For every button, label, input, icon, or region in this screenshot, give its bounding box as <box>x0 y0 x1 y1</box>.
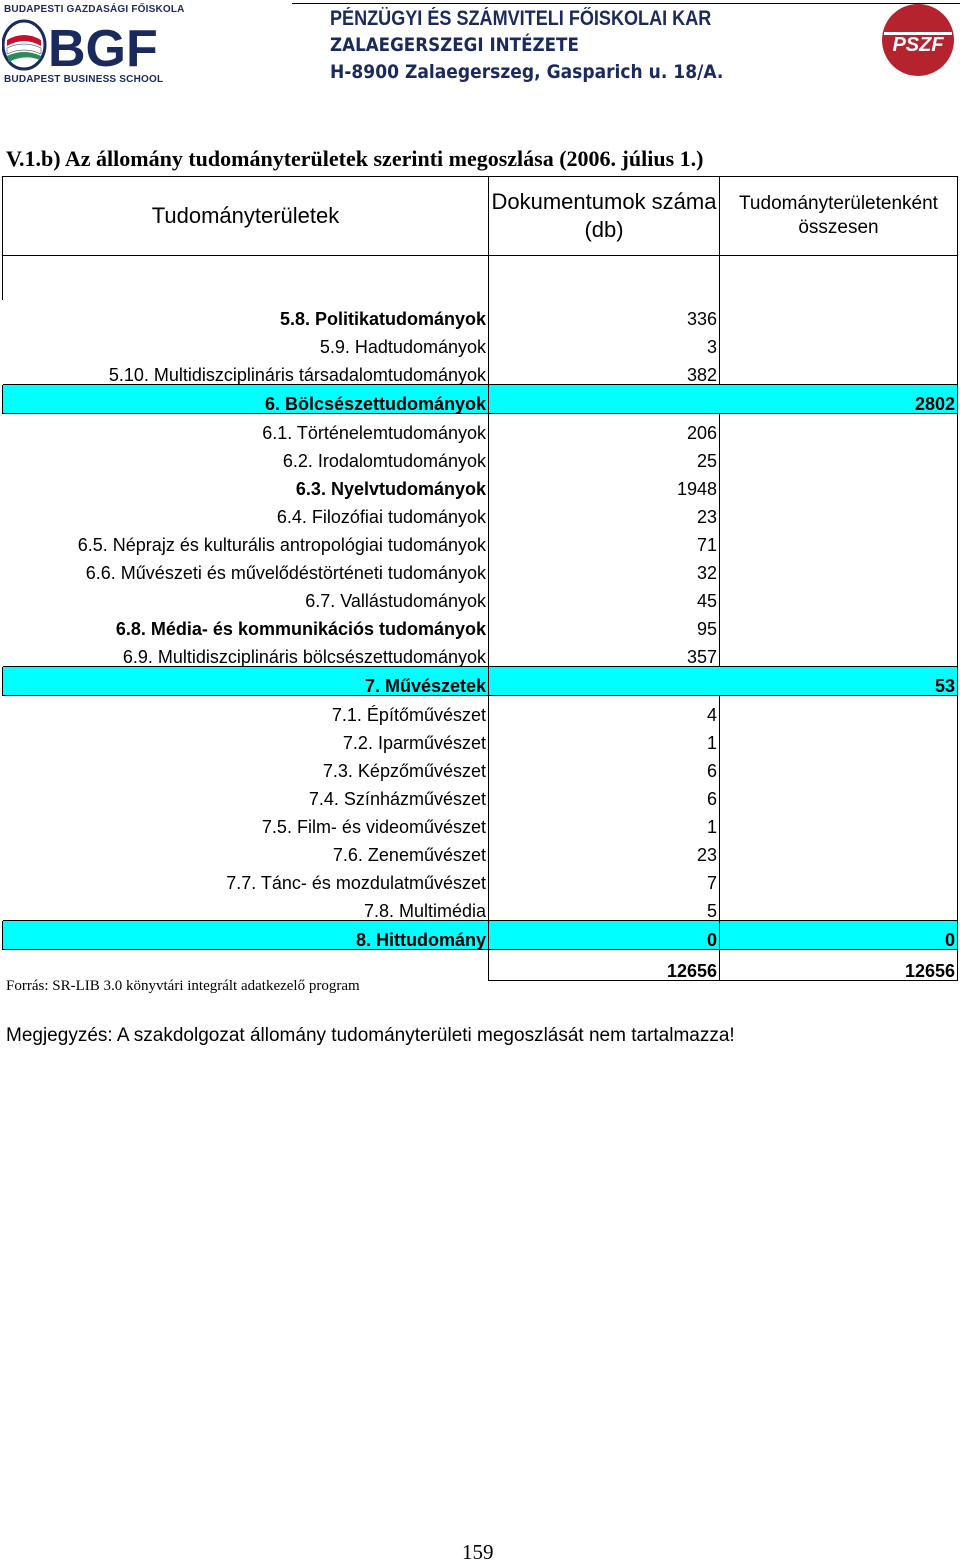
table-row <box>3 498 958 526</box>
row-total: 2802 <box>720 385 958 414</box>
row-label: 7.2. Iparművészet <box>3 724 489 752</box>
row-label: 5.8. Politikatudományok <box>3 300 489 328</box>
column-header-fields: Tudományterületek <box>3 177 489 256</box>
row-total <box>720 328 958 356</box>
table-row <box>3 696 958 725</box>
row-label: 7. Művészetek <box>3 667 489 696</box>
table-row <box>3 610 958 638</box>
table-spacer-row <box>3 256 958 301</box>
bgf-logo-letters: BGF <box>48 20 158 72</box>
row-total <box>720 724 958 752</box>
row-label: 7.6. Zeneművészet <box>3 836 489 864</box>
row-count: 6 <box>489 780 720 808</box>
row-label: 7.3. Képzőművészet <box>3 752 489 780</box>
row-total <box>720 864 958 892</box>
row-label: 6.9. Multidiszciplináris bölcsészettudományok <box>3 638 489 667</box>
table-row-category <box>3 921 958 950</box>
row-count: 4 <box>489 696 720 725</box>
row-total <box>720 696 958 725</box>
table-header-row <box>3 177 958 256</box>
table-row <box>3 724 958 752</box>
header-rule <box>292 3 960 4</box>
table-row <box>3 582 958 610</box>
bgf-logo-bottom-text: BUDAPEST BUSINESS SCHOOL <box>4 74 164 85</box>
bgf-logo-icon <box>2 18 174 72</box>
row-total <box>720 554 958 582</box>
row-count <box>489 385 720 414</box>
table-row <box>3 470 958 498</box>
row-count: 71 <box>489 526 720 554</box>
row-label: 6.3. Nyelvtudományok <box>3 470 489 498</box>
row-label: 8. Hittudomány <box>3 921 489 950</box>
row-count: 23 <box>489 498 720 526</box>
row-label: 7.1. Építőművészet <box>3 696 489 725</box>
row-label: 7.8. Multimédia <box>3 892 489 921</box>
table-row <box>3 554 958 582</box>
row-count: 0 <box>489 921 720 950</box>
row-total <box>720 638 958 667</box>
row-total <box>720 780 958 808</box>
row-label: 6.4. Filozófiai tudományok <box>3 498 489 526</box>
row-count: 32 <box>489 554 720 582</box>
row-label: 6. Bölcsészettudományok <box>3 385 489 414</box>
row-count: 23 <box>489 836 720 864</box>
row-total <box>720 300 958 328</box>
row-total: 53 <box>720 667 958 696</box>
table-row <box>3 780 958 808</box>
row-count: 357 <box>489 638 720 667</box>
table-row <box>3 892 958 921</box>
row-count: 6 <box>489 752 720 780</box>
distribution-table <box>2 176 958 981</box>
page-number: 159 <box>462 1540 494 1564</box>
row-count: 45 <box>489 582 720 610</box>
row-count: 5 <box>489 892 720 921</box>
institution-name: PÉNZÜGYI ÉS SZÁMVITELI FŐISKOLAI KAR <box>330 7 712 30</box>
row-total <box>720 892 958 921</box>
bgf-logo-top-text: BUDAPESTI GAZDASÁGI FŐISKOLA <box>4 4 185 15</box>
institution-block <box>330 6 850 86</box>
table-row <box>3 414 958 443</box>
table-row <box>3 356 958 385</box>
row-count: 3 <box>489 328 720 356</box>
row-count: 25 <box>489 442 720 470</box>
table-grand-total-row <box>3 950 958 981</box>
row-total <box>720 582 958 610</box>
column-header-count: Dokumentumok száma (db) <box>489 177 720 256</box>
pszf-logo-letters: PSZF <box>892 34 944 56</box>
row-label: 7.5. Film- és videoművészet <box>3 808 489 836</box>
table-row <box>3 752 958 780</box>
row-label: 7.7. Tánc- és mozdulatművészet <box>3 864 489 892</box>
row-total <box>720 526 958 554</box>
table-row-category <box>3 385 958 414</box>
row-label: 6.7. Vallástudományok <box>3 582 489 610</box>
remark-note: Megjegyzés: A szakdolgozat állomány tudományterületi megoszlását nem tartalmazza! <box>6 1025 735 1046</box>
row-label: 6.5. Néprajz és kulturális antropológiai tudományok <box>3 526 489 554</box>
table-row <box>3 836 958 864</box>
row-total <box>720 836 958 864</box>
row-total <box>720 442 958 470</box>
table-row <box>3 808 958 836</box>
row-label: 7.4. Színházművészet <box>3 780 489 808</box>
row-total <box>720 414 958 443</box>
table-row <box>3 526 958 554</box>
table-row <box>3 864 958 892</box>
column-header-total: Tudományterületenként összesen <box>720 177 958 256</box>
row-total <box>720 808 958 836</box>
institution-address: H-8900 Zalaegerszeg, Gasparich u. 18/A. <box>330 61 724 83</box>
row-count: 7 <box>489 864 720 892</box>
row-label: 6.8. Média- és kommunikációs tudományok <box>3 610 489 638</box>
table-row <box>3 328 958 356</box>
table-row-category <box>3 667 958 696</box>
institution-subtitle: ZALAEGERSZEGI INTÉZETE <box>330 34 579 56</box>
grand-total-total: 12656 <box>720 950 958 981</box>
row-total <box>720 470 958 498</box>
table-row <box>3 638 958 667</box>
row-total <box>720 752 958 780</box>
bgf-logo <box>2 4 185 86</box>
row-label: 6.6. Művészeti és művelődéstörténeti tudományok <box>3 554 489 582</box>
row-count: 1948 <box>489 470 720 498</box>
row-label: 6.1. Történelemtudományok <box>3 414 489 443</box>
grand-total-count: 12656 <box>489 950 720 981</box>
row-count: 1 <box>489 724 720 752</box>
row-label: 5.10. Multidiszciplináris társadalomtudományok <box>3 356 489 385</box>
row-count: 336 <box>489 300 720 328</box>
row-total <box>720 356 958 385</box>
row-count: 95 <box>489 610 720 638</box>
row-count: 1 <box>489 808 720 836</box>
table-row <box>3 300 958 328</box>
pszf-logo-icon <box>880 2 956 78</box>
section-title: V.1.b) Az állomány tudományterületek szerinti megoszlása (2006. július 1.) <box>6 146 704 171</box>
row-count: 206 <box>489 414 720 443</box>
row-count: 382 <box>489 356 720 385</box>
row-total <box>720 610 958 638</box>
row-total: 0 <box>720 921 958 950</box>
row-total <box>720 498 958 526</box>
table-row <box>3 442 958 470</box>
row-count <box>489 667 720 696</box>
row-label: 6.2. Irodalomtudományok <box>3 442 489 470</box>
source-note: Forrás: SR-LIB 3.0 könyvtári integrált adatkezelő program <box>6 978 360 994</box>
row-label: 5.9. Hadtudományok <box>3 328 489 356</box>
